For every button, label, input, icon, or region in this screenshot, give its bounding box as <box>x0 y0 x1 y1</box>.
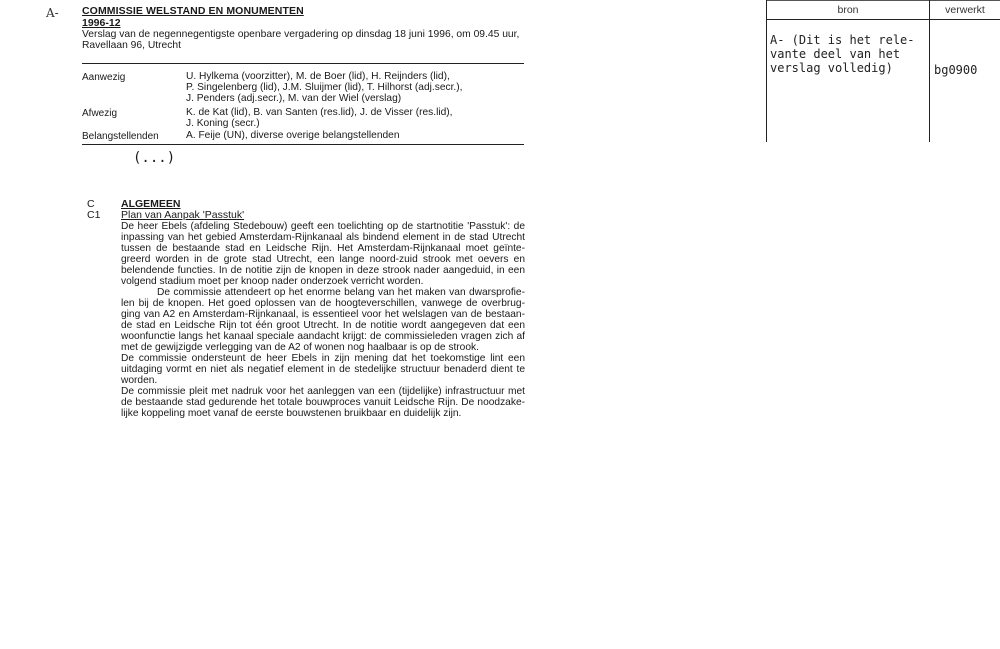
paragraph: De commissie pleit met nadruk voor het aanleggen van een (tijdelijke) infrastructuur met de bestaande stad gedurende het totale bouwproces vanuit Leidsche Rijn. De noodzake-lijke koppeling moet vanaf de eerste bouwstenen bruikbaar en duidelijk zijn. <box>121 386 525 419</box>
divider-top <box>82 63 524 64</box>
attendance-line: A. Feije (UN), diverse overige belangstellenden <box>186 130 400 141</box>
attendance-label-interested: Belangstellenden <box>82 131 159 142</box>
bron-line: vante deel van het <box>770 47 901 61</box>
subsection-title: Plan van Aanpak 'Passtuk' <box>121 209 245 221</box>
bron-note <box>770 33 930 75</box>
section-body <box>121 221 525 419</box>
subsection-code: C1 <box>87 209 101 221</box>
table-header-bron: bron <box>837 4 859 16</box>
section-code: C <box>87 198 95 210</box>
verwerkt-code: bg0900 <box>934 63 978 77</box>
paragraph: De commissie attendeert op het enorme belang van het maken van dwarsprofie-len bij de knopen. Het goed oplossen van de hoogteverschillen, vanwege de overbrug-ging van A2 en Amsterdam-Rijnkanaal, is essentieel voor het welslagen van de bestaan-de stad en Leidsche Rijn tot één groot Utrecht. In de notitie wordt aangegeven dat een woonfunctie langs het kanaal speciale aandacht krijgt: de commissieleden vragen zich af met de gewijzigde verlegging van de A2 of wonen nog haalbaar is op de strook. <box>121 287 525 353</box>
omission-mark: (...) <box>133 150 176 166</box>
margin-mark: A- <box>46 6 59 20</box>
attendance-label-present: Aanwezig <box>82 72 126 83</box>
attendance-absent <box>186 108 526 130</box>
bron-line: A- (Dit is het rele- <box>770 33 915 47</box>
paragraph: De commissie ondersteunt de heer Ebels in zijn mening dat het toekomstige lint een uitdaging vormt en niet als negatief element in de stedelijke structuur benaderd dient te worden. <box>121 353 525 386</box>
attendance-line: K. de Kat (lid), B. van Santen (res.lid), J. de Visser (res.lid), <box>186 107 453 118</box>
document-number: 1996-12 <box>82 17 121 29</box>
table-left-border <box>766 0 767 142</box>
attendance-line: J. Koning (secr.) <box>186 117 260 129</box>
section-title: ALGEMEEN <box>121 198 181 210</box>
attendance-present <box>186 72 526 104</box>
attendance-label-absent: Afwezig <box>82 108 118 119</box>
attendance-line: U. Hylkema (voorzitter), M. de Boer (lid), H. Reijnders (lid), <box>186 71 450 82</box>
attendance-line: P. Singelenberg (lid), J.M. Sluijmer (lid), T. Hilhorst (adj.secr.), <box>186 81 463 93</box>
table-header-divider <box>766 19 1000 20</box>
table-top-border <box>766 0 1000 1</box>
bron-line: verslag volledig) <box>770 61 893 75</box>
document-title: COMMISSIE WELSTAND EN MONUMENTEN <box>82 5 304 17</box>
attendance-line: J. Penders (adj.secr.), M. van der Wiel (verslag) <box>186 92 402 104</box>
divider-bottom <box>82 144 524 145</box>
table-header-verwerkt: verwerkt <box>945 4 985 16</box>
paragraph: De heer Ebels (afdeling Stedebouw) geeft een toelichting op de startnotitie 'Passtuk': de inpassing van het gebied Amsterdam-Rijnkanaal als bindend element in de stad Utrecht tussen de bestaande stad en Leidsche Rijn. Het Amsterdam-Rijnkanaal moet geïnte-greerd worden in de grote stad Utrecht, een lange noord-zuid strook met oevers en belendende functies. In de notitie zijn de knopen in deze strook nader aangeduid, in een volgend stadium moet per knoop nader onderzoek verricht worden. <box>121 221 525 287</box>
attendance-interested <box>186 131 526 142</box>
meeting-intro: Verslag van de negennegentigste openbare vergadering op dinsdag 18 juni 1996, om 09.45 uur, Ravellaan 96, Utrecht <box>82 29 520 51</box>
